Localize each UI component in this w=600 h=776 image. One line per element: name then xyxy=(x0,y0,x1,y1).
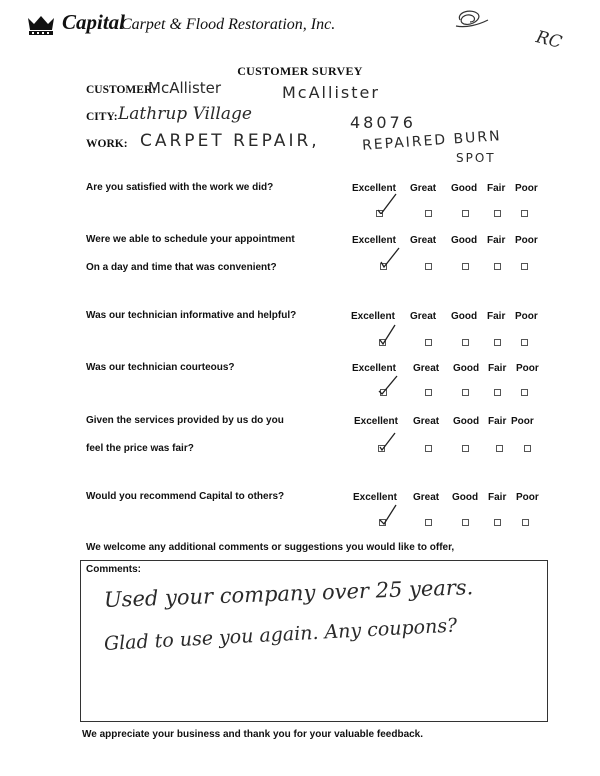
question-3-text: Was our technician informative and helpful? xyxy=(86,310,297,321)
work-value-cont-2: SPOT xyxy=(456,151,496,165)
crown-logo-icon xyxy=(26,14,56,36)
checkbox-q5-good[interactable] xyxy=(462,445,469,452)
checkbox-q5-fair[interactable] xyxy=(496,445,503,452)
checkbox-q2-fair[interactable] xyxy=(494,263,501,270)
checkbox-q4-great[interactable] xyxy=(425,389,432,396)
rating-header-poor: Poor xyxy=(516,363,539,374)
rating-header-great: Great xyxy=(413,416,440,427)
checkbox-q3-great[interactable] xyxy=(425,339,432,346)
checkbox-q5-poor[interactable] xyxy=(524,445,531,452)
city-label: CITY: xyxy=(86,111,118,123)
customer-label: CUSTOMER: xyxy=(86,84,157,96)
checkbox-q2-great[interactable] xyxy=(425,263,432,270)
question-4-text: Was our technician courteous? xyxy=(86,362,235,373)
comment-line-2: Glad to use you again. Any coupons? xyxy=(103,614,458,655)
rating-header-good: Good xyxy=(453,416,480,427)
company-brand: Capital xyxy=(62,10,126,34)
company-tagline: Carpet & Flood Restoration, Inc. xyxy=(121,16,336,33)
footer-thanks: We appreciate your business and thank you for your valuable feedback. xyxy=(82,729,424,740)
question-1-text: Are you satisfied with the work we did? xyxy=(86,182,274,193)
rating-header-excellent: Excellent xyxy=(352,235,396,246)
question-2-text: Were we able to schedule your appointment xyxy=(86,234,295,245)
rating-header-poor: Poor xyxy=(515,235,538,246)
rating-header-fair: Fair xyxy=(487,311,506,322)
rating-header-poor: Poor xyxy=(515,183,538,194)
rating-header-fair: Fair xyxy=(488,363,507,374)
checkbox-q3-fair[interactable] xyxy=(494,339,501,346)
checkbox-q5-great[interactable] xyxy=(425,445,432,452)
checkmark-q4-icon xyxy=(376,373,398,395)
work-label: WORK: xyxy=(86,138,128,150)
rating-header-great: Great xyxy=(410,183,437,194)
comments-label: Comments: xyxy=(86,564,142,575)
checkbox-q6-great[interactable] xyxy=(425,519,432,526)
rating-header-excellent: Excellent xyxy=(352,183,396,194)
checkbox-q4-poor[interactable] xyxy=(521,389,528,396)
city-value: Lathrup Village xyxy=(118,104,252,124)
checkbox-q6-poor[interactable] xyxy=(522,519,529,526)
rating-header-good: Good xyxy=(451,183,478,194)
checkmark-q2-icon xyxy=(379,246,401,268)
checkmark-q3-icon xyxy=(377,323,399,345)
comment-line-1: Used your company over 25 years. xyxy=(103,575,474,612)
zip-value: 48076 xyxy=(350,113,416,132)
rating-header-good: Good xyxy=(452,492,479,503)
checkbox-q2-good[interactable] xyxy=(462,263,469,270)
customer-value: McAllister xyxy=(148,79,222,97)
rating-header-excellent: Excellent xyxy=(353,492,397,503)
rating-header-good: Good xyxy=(451,235,478,246)
rating-header-fair: Fair xyxy=(487,235,506,246)
checkmark-q6-icon xyxy=(379,503,401,525)
rating-header-good: Good xyxy=(451,311,478,322)
rating-header-excellent: Excellent xyxy=(354,416,398,427)
rating-header-poor: Poor xyxy=(515,311,538,322)
rating-header-great: Great xyxy=(410,235,437,246)
rating-header-fair: Fair xyxy=(487,183,506,194)
initials-mark: RC xyxy=(533,27,564,53)
checkbox-q4-good[interactable] xyxy=(462,389,469,396)
work-value-cont: REPAIRED BURN xyxy=(361,128,503,154)
checkbox-q1-fair[interactable] xyxy=(494,210,501,217)
handwritten-scribble-icon xyxy=(452,6,490,30)
question-5-text-cont: feel the price was fair? xyxy=(86,443,194,454)
checkbox-q1-good[interactable] xyxy=(462,210,469,217)
checkbox-q6-fair[interactable] xyxy=(494,519,501,526)
rating-header-great: Great xyxy=(410,311,437,322)
checkbox-q3-poor[interactable] xyxy=(521,339,528,346)
checkbox-q3-good[interactable] xyxy=(462,339,469,346)
checkbox-q4-fair[interactable] xyxy=(494,389,501,396)
checkbox-q6-good[interactable] xyxy=(462,519,469,526)
checkmark-q1-icon xyxy=(376,192,398,214)
question-2-text-cont: On a day and time that was convenient? xyxy=(86,262,277,273)
question-5-text: Given the services provided by us do you xyxy=(86,415,284,426)
work-value: CARPET REPAIR, xyxy=(140,131,320,151)
rating-header-great: Great xyxy=(413,363,440,374)
checkbox-q1-great[interactable] xyxy=(425,210,432,217)
rating-header-great: Great xyxy=(413,492,440,503)
checkbox-q2-poor[interactable] xyxy=(521,263,528,270)
rating-header-excellent: Excellent xyxy=(352,363,396,374)
rating-header-poor: Poor xyxy=(516,492,539,503)
rating-header-good: Good xyxy=(453,363,480,374)
rating-header-fair: Fair xyxy=(488,416,507,427)
customer-value-print: McAllister xyxy=(282,83,380,102)
rating-header-poor: Poor xyxy=(511,416,534,427)
page-title: CUSTOMER SURVEY xyxy=(237,64,363,78)
rating-header-excellent: Excellent xyxy=(351,311,395,322)
checkmark-q5-icon xyxy=(377,430,399,452)
comments-prompt: We welcome any additional comments or suggestions you would like to offer, xyxy=(86,542,455,553)
question-6-text: Would you recommend Capital to others? xyxy=(86,491,285,502)
checkbox-q1-poor[interactable] xyxy=(521,210,528,217)
rating-header-fair: Fair xyxy=(488,492,507,503)
